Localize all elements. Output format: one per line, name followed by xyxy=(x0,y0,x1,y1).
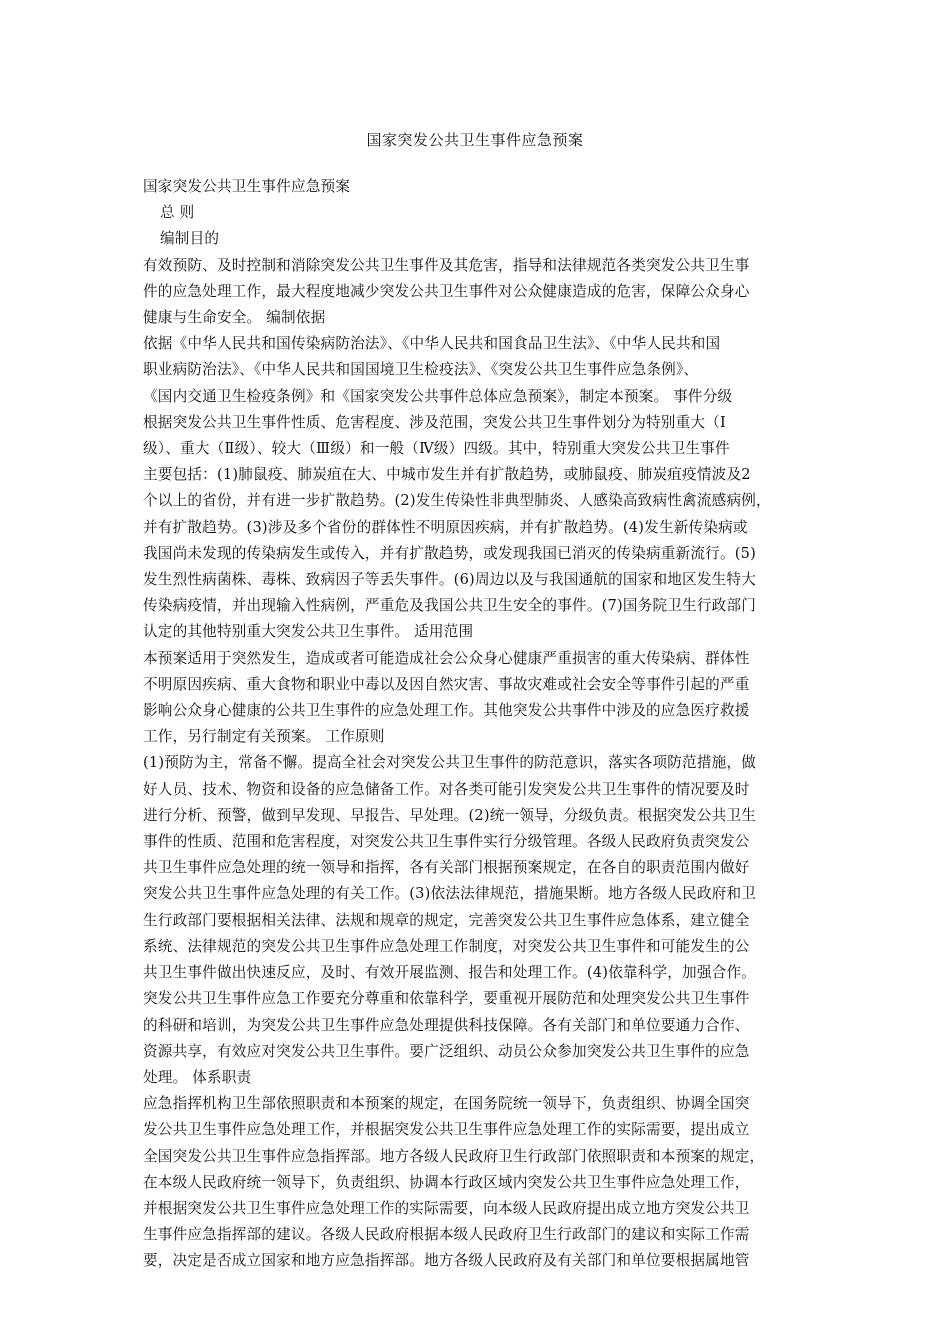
text-line: 资源共享，有效应对突发公共卫生事件。要广泛组织、动员公众参加突发公共卫生事件的应急 xyxy=(143,1042,750,1060)
text-line: 主要包括：(1)肺鼠疫、肺炭疽在大、中城市发生并有扩散趋势，或肺鼠疫、肺炭疽疫情波及2 xyxy=(143,466,751,484)
text-line: 突发公共卫生事件应急工作要充分尊重和依靠科学，要重视开展防范和处理突发公共卫生事件 xyxy=(143,990,750,1008)
text-line: 并有扩散趋势。(3)涉及多个省份的群体性不明原因疾病，并有扩散趋势。(4)发生新传染病或 xyxy=(143,518,748,536)
text-line: 传染病疫情，并出现输入性病例，严重危及我国公共卫生安全的事件。(7)国务院卫生行政部门 xyxy=(143,597,757,615)
text-line: 发公共卫生事件应急处理工作，并根据突发公共卫生事件应急处理工作的实际需要，提出成立 xyxy=(143,1121,750,1139)
text-line: 职业病防治法》、《中华人民共和国国境卫生检疫法》、《突发公共卫生事件应急条例》、 xyxy=(143,361,699,379)
text-line: 共卫生事件应急处理的统一领导和指挥，各有关部门根据预案规定，在各自的职责范围内做好 xyxy=(143,859,750,877)
text-line: 并根据突发公共卫生事件应急处理工作的实际需要，向本级人民政府提出成立地方突发公共卫 xyxy=(143,1199,750,1217)
text-line: 个以上的省份，并有进一步扩散趋势。(2)发生传染性非典型肺炎、人感染高致病性禽流感病例， xyxy=(143,492,771,510)
text-line: 发生烈性病菌株、毒株、致病因子等丢失事件。(6)周边以及与我国通航的国家和地区发生特大 xyxy=(143,571,757,589)
text-line: 依据《中华人民共和国传染病防治法》、《中华人民共和国食品卫生法》、《中华人民共和国 xyxy=(143,335,721,353)
text-line: 事件的性质、范围和危害程度，对突发公共卫生事件实行分级管理。各级人民政府负责突发公 xyxy=(143,833,750,851)
text-line: 国家突发公共卫生事件应急预案 xyxy=(143,178,351,195)
text-line: 我国尚未发现的传染病发生或传入，并有扩散趋势，或发现我国已消灭的传染病重新流行。(5) xyxy=(143,544,757,562)
text-line: 本预案适用于突然发生，造成或者可能造成社会公众身心健康严重损害的重大传染病、群体性 xyxy=(143,649,750,667)
text-line: 生行政部门要根据相关法律、法规和规章的规定，完善突发公共卫生事件应急体系，建立健全 xyxy=(143,911,750,929)
text-line: 要，决定是否成立国家和地方应急指挥部。地方各级人民政府及有关部门和单位要根据属地管 xyxy=(143,1252,750,1270)
document-body xyxy=(143,174,815,1275)
text-line: 认定的其他特别重大突发公共卫生事件。 适用范围 xyxy=(143,623,474,641)
text-line: 工作，另行制定有关预案。 工作原则 xyxy=(143,728,385,746)
text-line: 生事件应急指挥部的建议。各级人民政府根据本级人民政府卫生行政部门的建议和实际工作需 xyxy=(143,1226,750,1244)
document-title: 国家突发公共卫生事件应急预案 xyxy=(366,131,584,149)
text-line: 件的应急处理工作，最大程度地减少突发公共卫生事件对公众健康造成的危害，保障公众身心 xyxy=(143,282,750,300)
text-line: 级）、重大（Ⅱ级）、较大（Ⅲ级）和一般（Ⅳ级）四级。其中，特别重大突发公共卫生事件 xyxy=(143,440,730,458)
text-line: (1)预防为主，常备不懈。提高全社会对突发公共卫生事件的防范意识，落实各项防范措施，做 xyxy=(143,754,757,772)
text-line: 影响公众身心健康的公共卫生事件的应急处理工作。其他突发公共事件中涉及的应急医疗救援 xyxy=(143,702,750,720)
text-line: 进行分析、预警，做到早发现、早报告、早处理。(2)统一领导，分级负责。根据突发公共卫生 xyxy=(143,806,757,824)
text-line: 突发公共卫生事件应急处理的有关工作。(3)依法法律规范，措施果断。地方各级人民政府和卫 xyxy=(143,885,757,903)
text-line: 编制目的 xyxy=(160,230,220,248)
text-line: 不明原因疾病、重大食物和职业中毒以及因自然灾害、事故灾难或社会安全等事件引起的严重 xyxy=(143,675,750,693)
text-line: 共卫生事件做出快速反应，及时、有效开展监测、报告和处理工作。(4)依靠科学，加强合作。 xyxy=(143,964,757,982)
text-line: 总 则 xyxy=(160,204,195,222)
text-line: 健康与生命安全。 编制依据 xyxy=(143,309,326,327)
text-line: 应急指挥机构卫生部依照职责和本预案的规定，在国务院统一领导下，负责组织、协调全国突 xyxy=(143,1095,750,1113)
text-line: 《国内交通卫生检疫条例》和《国家突发公共事件总体应急预案》，制定本预案。 事件分级 xyxy=(143,387,733,405)
text-line: 好人员、技术、物资和设备的应急储备工作。对各类可能引发突发公共卫生事件的情况要及时 xyxy=(143,780,750,798)
text-line: 在本级人民政府统一领导下，负责组织、协调本行政区域内突发公共卫生事件应急处理工作， xyxy=(143,1173,750,1191)
text-line: 系统、法律规范的突发公共卫生事件应急处理工作制度，对突发公共卫生事件和可能发生的公 xyxy=(143,937,750,955)
text-line: 有效预防、及时控制和消除突发公共卫生事件及其危害，指导和法律规范各类突发公共卫生事 xyxy=(143,256,750,274)
text-line: 根据突发公共卫生事件性质、危害程度、涉及范围，突发公共卫生事件划分为特别重大（Ⅰ xyxy=(143,413,726,431)
text-line: 的科研和培训，为突发公共卫生事件应急处理提供科技保障。各有关部门和单位要通力合作、 xyxy=(143,1016,750,1034)
text-line: 全国突发公共卫生事件应急指挥部。地方各级人民政府卫生行政部门依照职责和本预案的规定， xyxy=(143,1147,765,1165)
text-line: 处理。 体系职责 xyxy=(143,1068,252,1086)
